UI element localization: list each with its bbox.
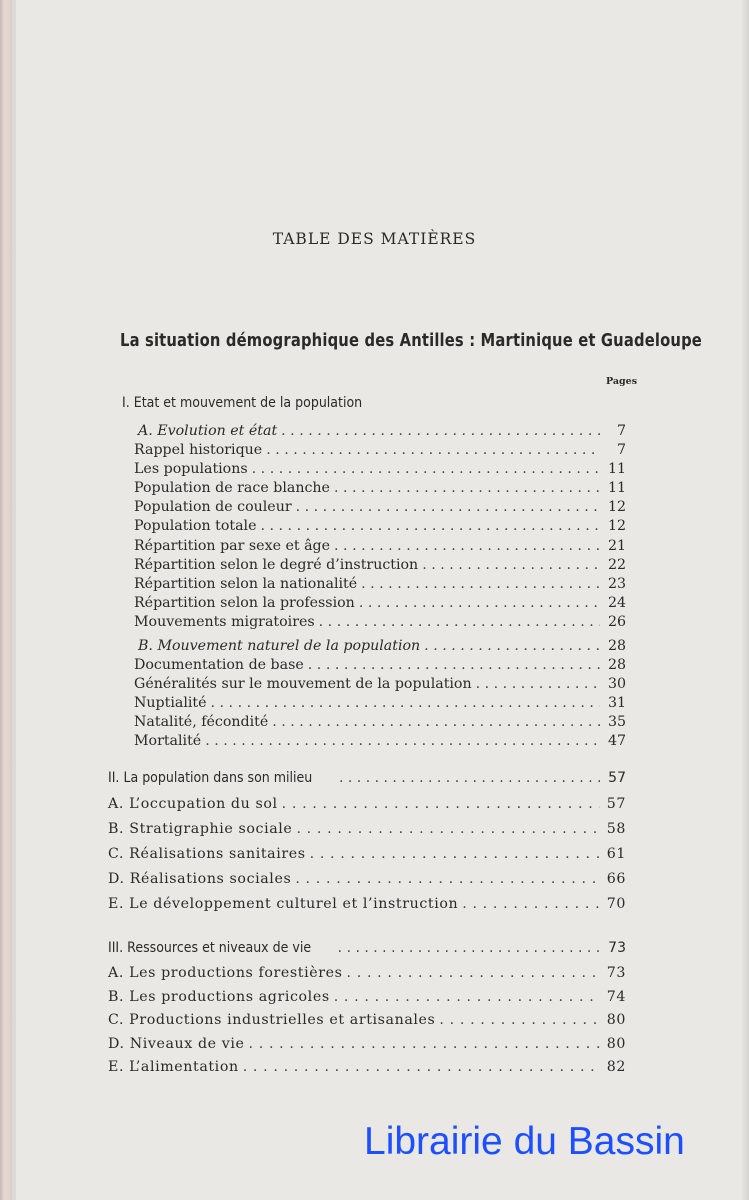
- toc-label: A. Les productions forestières: [108, 965, 343, 981]
- toc-label: C. Réalisations sanitaires: [108, 846, 306, 862]
- toc-label: Natalité, fécondité: [134, 714, 269, 731]
- toc-page: 80: [606, 1035, 626, 1052]
- toc-page: 22: [607, 556, 626, 573]
- toc-entry: [108, 1059, 626, 1075]
- toc-page: 58: [606, 821, 626, 837]
- toc-entry: [134, 595, 626, 611]
- toc-entry: [108, 821, 626, 837]
- toc-page: 30: [607, 676, 626, 693]
- toc-label: Répartition par sexe et âge: [134, 537, 331, 554]
- toc-label: I. Etat et mouvement de la population: [122, 395, 363, 411]
- toc-label: B. Les productions agricoles: [108, 988, 330, 1005]
- dot-leader: [205, 733, 600, 749]
- toc-label: Généralités sur le mouvement de la population: [134, 676, 472, 693]
- dot-leader: [296, 821, 600, 837]
- toc-entry: [108, 1036, 626, 1052]
- toc-page: 11: [607, 461, 626, 478]
- toc-page: 28: [607, 638, 626, 654]
- toc-label: III. Ressources et niveaux de vie: [108, 940, 312, 956]
- toc-label: B. Mouvement naturel de la population: [138, 638, 421, 654]
- toc-entry: [108, 846, 626, 862]
- toc-label: Répartition selon la nationalité: [134, 575, 358, 592]
- toc-label: Population de couleur: [134, 499, 292, 516]
- dot-leader: [424, 638, 600, 654]
- dot-leader: [334, 989, 600, 1005]
- dot-leader: [359, 595, 600, 611]
- toc-label: E. Le développement culturel et l’instruction: [108, 896, 459, 912]
- toc-entry: [108, 965, 626, 981]
- toc-label: Population totale: [134, 518, 257, 535]
- toc-label: D. Niveaux de vie: [108, 1035, 245, 1052]
- toc-entry: [108, 896, 626, 912]
- toc-entry: [134, 480, 626, 496]
- toc-entry: [108, 871, 626, 887]
- toc-subsection: [138, 423, 626, 439]
- toc-entry: [108, 989, 626, 1005]
- toc-page: 82: [606, 1059, 626, 1075]
- dot-leader: [422, 557, 600, 573]
- toc-entry: [134, 695, 626, 711]
- dot-leader: [334, 538, 600, 554]
- page-title: [0, 230, 749, 248]
- dot-leader: [295, 871, 600, 887]
- toc-entry: [108, 796, 626, 812]
- toc-section: [122, 395, 622, 411]
- toc-entry: [134, 461, 626, 477]
- toc-page: 61: [606, 846, 626, 862]
- toc-label: A. Evolution et état: [138, 423, 278, 439]
- dot-leader: [282, 796, 600, 812]
- dot-leader: [339, 770, 600, 786]
- dot-leader: [211, 695, 600, 711]
- toc-page: 57: [608, 770, 626, 786]
- toc-entry: [134, 538, 626, 554]
- dot-leader: [347, 965, 601, 981]
- watermark: Librairie du Bassin: [364, 1120, 685, 1163]
- toc-section: [108, 940, 626, 956]
- toc-label: Population de race blanche: [134, 480, 330, 497]
- pages-column-label: Pages: [606, 376, 638, 387]
- toc-page: 26: [607, 613, 626, 630]
- toc-label: E. L’alimentation: [108, 1059, 239, 1075]
- toc-subsection: [138, 638, 626, 654]
- dot-leader: [439, 1012, 600, 1028]
- dot-leader: [281, 423, 600, 439]
- toc-page: 57: [606, 796, 626, 812]
- toc-page: 21: [607, 537, 626, 554]
- page-title-text: TABLE DES MATIÈRES: [272, 230, 477, 248]
- toc-entry: [134, 499, 626, 515]
- toc-page: 80: [606, 1012, 626, 1028]
- toc-entry: [108, 1012, 626, 1028]
- dot-leader: [462, 896, 600, 912]
- toc-entry: [134, 614, 626, 630]
- toc-page: 24: [607, 594, 626, 611]
- toc-entry: [134, 714, 626, 730]
- toc-entry: [134, 676, 626, 692]
- dot-leader: [361, 576, 600, 592]
- page-gutter: [12, 0, 16, 1200]
- toc-entry: [134, 576, 626, 592]
- toc-entry: [134, 518, 626, 534]
- toc-label: Répartition selon le degré d’instruction: [134, 556, 419, 573]
- toc-entry: [134, 442, 626, 458]
- toc-label: Nuptialité: [134, 695, 207, 712]
- toc-section: [108, 770, 626, 786]
- toc-label: B. Stratigraphie sociale: [108, 821, 293, 837]
- toc-page: 74: [606, 988, 626, 1005]
- toc-page: 11: [607, 480, 626, 497]
- toc-page: 23: [607, 575, 626, 592]
- toc-page: 35: [607, 714, 626, 731]
- dot-leader: [266, 442, 600, 458]
- dot-leader: [243, 1059, 600, 1075]
- toc-label: Mouvements migratoires: [134, 613, 315, 630]
- dot-leader: [249, 1036, 601, 1052]
- dot-leader: [261, 518, 601, 534]
- dot-leader: [310, 846, 600, 862]
- dot-leader: [338, 940, 600, 956]
- toc-page: 47: [607, 733, 626, 750]
- dot-leader: [272, 714, 600, 730]
- toc-page: 73: [606, 965, 626, 981]
- dot-leader: [334, 480, 600, 496]
- toc-label: Répartition selon la profession: [134, 594, 355, 611]
- book-heading: La situation démographique des Antilles : Martinique et Guadeloupe: [120, 330, 702, 351]
- toc-label: Documentation de base: [134, 657, 304, 673]
- toc-page: 28: [607, 657, 626, 673]
- toc-page: 73: [608, 940, 626, 956]
- toc-page: 70: [606, 896, 626, 912]
- dot-leader: [296, 499, 600, 515]
- dot-leader: [308, 657, 600, 673]
- toc-page: 12: [607, 518, 626, 535]
- toc-label: II. La population dans son milieu: [108, 770, 313, 786]
- toc-label: A. L’occupation du sol: [108, 796, 278, 812]
- toc-label: D. Réalisations sociales: [108, 871, 292, 887]
- toc-page: 66: [606, 871, 626, 887]
- toc-page: 7: [616, 442, 626, 458]
- dot-leader: [252, 461, 600, 477]
- toc-label: Rappel historique: [134, 442, 263, 458]
- toc-page: 31: [607, 695, 626, 712]
- toc-label: C. Productions industrielles et artisanales: [108, 1012, 436, 1028]
- toc-label: Mortalité: [134, 733, 202, 750]
- book-edge: [0, 0, 12, 1200]
- dot-leader: [476, 676, 600, 692]
- toc-entry: [134, 733, 626, 749]
- toc-page: 12: [607, 499, 626, 516]
- page-edge-right: [741, 0, 749, 1200]
- toc-page: 7: [616, 423, 626, 439]
- toc-entry: [134, 657, 626, 673]
- toc-label: Les populations: [134, 461, 248, 478]
- dot-leader: [319, 614, 600, 630]
- toc-entry: [134, 557, 626, 573]
